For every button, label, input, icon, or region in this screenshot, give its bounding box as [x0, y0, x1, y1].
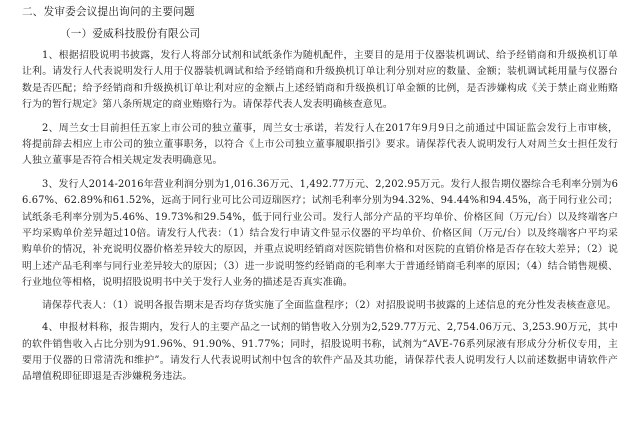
question-4-paragraph: 4、申报材料称，报告期内，发行人的主要产品之一试剂的销售收入分别为2,529.77万元、2,754.06万元、3,253.90万元，其中的软件销售收入占比分别为91.96%、91.90%、91.77%；同时，招股说明书称，试剂为“AVE-76系列尿液有形成分分析仪专用，主要用于仪器的日常清洗和维护”。请发行人代表说明试剂中包含的软件产品及其功能，请保荐代表人说明发行人以前述数据申请软件产品增值税即征即退是否涉嫌税务违法。 [22, 322, 618, 383]
question-2-paragraph: 2、周兰女士目前担任五家上市公司的独立董事，周兰女士承诺，若发行人在2017年9月9日之前通过中国证监会发行上市审核，将提前辞去相应上市公司的独立董事职务，以符合《上市公司独立董事履职指引》要求。请保荐代表人说明发行人对周兰女士担任发行人独立董事是否符合相关规定发表明确意见。 [22, 122, 618, 167]
sponsor-request-paragraph: 请保荐代表人：（1）说明各报告期末是否均存货实施了全面监盘程序；（2）对招股说明书披露的上述信息的充分性发表核查意见。 [42, 299, 617, 311]
company-heading: （一）爱威科技股份有限公司 [60, 28, 201, 40]
section-heading: 二、发审委会议提出询问的主要问题 [22, 6, 195, 18]
question-1-paragraph: 1、根据招股说明书披露，发行人将部分试剂和试纸条作为随机配件，主要目的是用于仪器装机调试、给予经销商和升级换机订单让利。请发行人代表说明发行人用于仪器装机调试和给予经销商和升级换机订单让利分别对应的数量、金额；装机调试耗用量与仪器台数是否匹配；给予经销商和升级换机订单让利对应的金额占上述经销商和升级换机订单金额的比例，是否涉嫌构成《关于禁止商业贿赂行为的暂行规定》第八条所规定的商业贿赂行为。请保荐代表人发表明确核查意见。 [22, 50, 618, 111]
question-3-paragraph: 3、发行人2014-2016年营业利润分别为1,016.36万元、1,492.77万元、2,202.95万元。发行人报告期仪器综合毛利率分别为66.67%、62.89%和61.52%，远高于同行业可比公司迈瑞医疗；试剂毛利率分别为94.32%、94.44%和94.45%，高于同行业公司；试纸条毛利率分别为5.46%、19.73%和29.54%，低于同行业公司。发行人部分产品的平均单价、价格区间（万元/台）以及终端客户平均采购单价差异超过10倍。请发行人代表：（1）结合发行申请文件显示仪器的平均单价、价格区间（万元/台）以及终端客户平均采购单价的情况，补充说明仪器价格差异较大的原因，并重点说明经销商对医院销售价格和对医院的直销价格是否存在较大差异；（2）说明上述产品毛利率与同行业差异较大的原因；（3）进一步说明签约经销商的毛利率大于普通经销商毛利率的原因；（4）结合销售规模、行业地位等相格，说明招股说明书中关于发行人业务的描述是否真实准确。 [22, 178, 618, 289]
